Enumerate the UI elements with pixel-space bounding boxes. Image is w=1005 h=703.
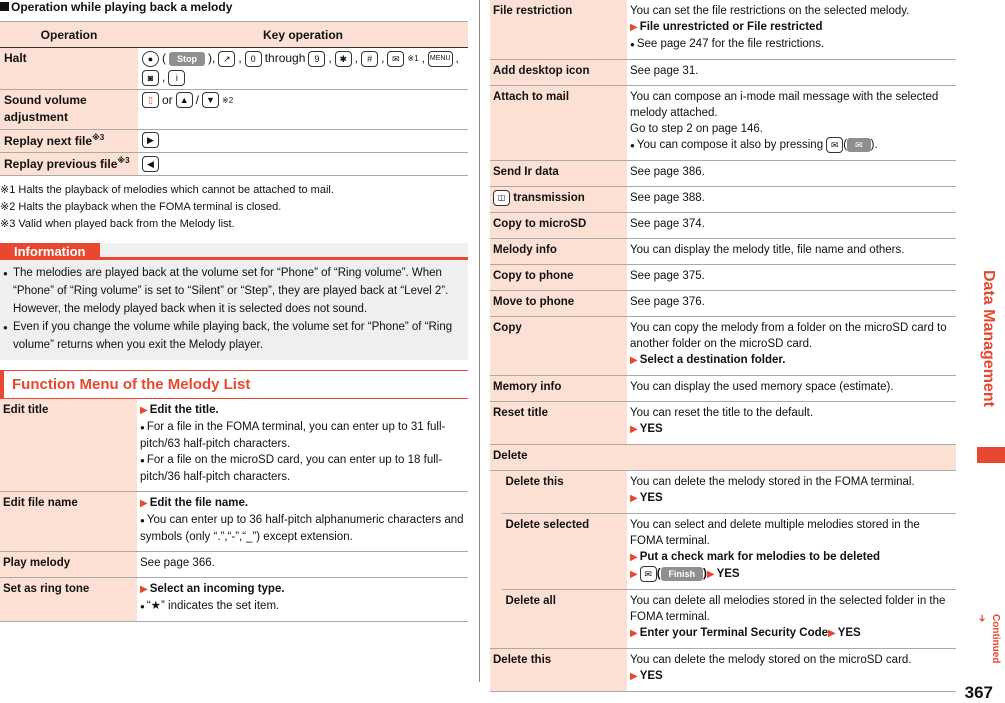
nav-left-key-icon: ◀ xyxy=(142,156,159,172)
table-row: Edit title ▶ Edit the title. ● For a file in the FOMA terminal, you can enter up to 31 full-pitch/63 half-pitch characters. ● For a file on the microSD card, you can enter up to 18 full-pitch/36 half-pitch characters. xyxy=(0,399,468,492)
submenu-item-delete-all: Delete all xyxy=(502,590,627,649)
arrow-icon: ▶ xyxy=(630,493,638,505)
arrow-icon: ▶ xyxy=(140,584,148,596)
footnote-1: ※1 Halts the playback of melodies which cannot be attached to mail. xyxy=(0,184,334,197)
right-column xyxy=(490,0,956,692)
arrow-icon: ▶ xyxy=(630,355,638,367)
chapter-tab xyxy=(977,447,1005,463)
nav-right-key-icon: ▶ xyxy=(142,132,159,148)
table-row: Delete this You can delete the melody stored on the microSD card. ▶ YES xyxy=(490,649,956,692)
footnote-3: ※3 Valid when played back from the Melody list. xyxy=(0,218,235,231)
op-replay-previous: Replay previous file$^{※3}$ xyxy=(0,152,138,175)
table-row xyxy=(0,152,468,175)
table-row xyxy=(0,129,468,152)
table-row: Delete this You can delete the melody stored in the FOMA terminal. ▶ YES xyxy=(490,471,956,514)
hash-key-icon: # xyxy=(361,51,378,67)
function-menu-table-left xyxy=(0,399,468,622)
operation-table xyxy=(0,21,468,176)
table-row xyxy=(0,48,468,90)
function-menu-table-right xyxy=(490,0,956,692)
op-sound-volume: Sound volume adjustment xyxy=(0,89,138,129)
arrow-icon: ▶ xyxy=(630,22,638,33)
op-halt: Halt xyxy=(0,48,138,90)
table-row xyxy=(490,445,956,471)
menu-item-edit-file-name: Edit file name xyxy=(0,492,137,552)
mail-key-icon: ✉ xyxy=(387,51,404,67)
menu-item-transmission: ◫ transmission xyxy=(490,187,627,213)
menu-item-delete: Delete xyxy=(490,445,956,471)
menu-item-delete-this-microsd: Delete this xyxy=(490,649,627,692)
menu-item-copy-to-phone: Copy to phone xyxy=(490,265,627,291)
table-row: Melody info You can display the melody title, file name and others. xyxy=(490,239,956,265)
chapter-title: Data Management xyxy=(980,270,997,407)
menu-item-send-ir-data: Send Ir data xyxy=(490,161,627,187)
menu-item-add-desktop-icon: Add desktop icon xyxy=(490,60,627,86)
camera-key-icon: ◙ xyxy=(142,70,159,86)
table-row: Copy to phone See page 375. xyxy=(490,265,956,291)
table-row: Copy You can copy the melody from a folder on the microSD card to another folder on the microSD card. ▶ Select a destination folder. xyxy=(490,317,956,376)
op-replay-next: Replay next file$^{※3}$ xyxy=(0,129,138,152)
table-row xyxy=(0,89,468,129)
side-key-icon: ▯ xyxy=(142,92,159,108)
menu-key-icon: MENU xyxy=(428,51,453,67)
submenu-item-delete-selected: Delete selected xyxy=(502,514,627,590)
footnote-2: ※2 Halts the playback when the FOMA terminal is closed. xyxy=(0,201,282,214)
keys-replay-next xyxy=(138,129,468,152)
information-title: Information xyxy=(0,243,100,260)
arrow-icon: ▶ xyxy=(630,671,638,683)
chapter-sidebar xyxy=(965,0,1005,699)
menu-item-melody-info: Melody info xyxy=(490,239,627,265)
footnotes xyxy=(0,182,468,233)
keys-sound-volume: ▯ or ▲ / ▼ ※2 xyxy=(138,89,468,129)
square-bullet-icon xyxy=(0,2,9,11)
table-row: Play melody See page 366. xyxy=(0,552,468,578)
arrow-icon: ▶ xyxy=(630,628,638,640)
table-row: File restriction You can set the file restrictions on the selected melody. ▶ File unrestricted or File restricted ● See page 247 for the file restrictions. xyxy=(490,0,956,60)
information-item: ● The melodies are played back at the volume set for “Phone” of “Ring volume”. When “Phone” of “Ring volume” is set to “Silent” or “Step”, they are played back at “Level 2”. However, the melody played back when it is selected does not sound. xyxy=(13,264,460,318)
menu-item-move-to-phone: Move to phone xyxy=(490,291,627,317)
table-row: Send Ir data See page 386. xyxy=(490,161,956,187)
arrow-icon: ▶ xyxy=(140,405,148,417)
table-row: Memory info You can display the used memory space (estimate). xyxy=(490,376,956,402)
table-header-row xyxy=(0,22,468,48)
power-key-icon: ● xyxy=(142,51,159,67)
table-row: ◫ transmission See page 388. xyxy=(490,187,956,213)
stop-softkey: Stop xyxy=(169,52,205,66)
menu-item-file-restriction: File restriction xyxy=(490,0,627,60)
zero-key-icon: 0 xyxy=(245,51,262,67)
function-menu-title: Function Menu of the Melody List xyxy=(0,370,468,399)
table-header-operation: Operation xyxy=(0,22,138,48)
page-number: 367 xyxy=(964,683,993,702)
arrow-icon: ▶ xyxy=(630,552,638,564)
submenu-item-delete-this: Delete this xyxy=(502,471,627,514)
up-key-icon: ▲ xyxy=(176,92,193,108)
mail-key-icon: ✉ xyxy=(640,566,657,582)
menu-item-memory-info: Memory info xyxy=(490,376,627,402)
table-row: Copy to microSD See page 374. xyxy=(490,213,956,239)
menu-item-copy: Copy xyxy=(490,317,627,376)
arrow-icon: ▶ xyxy=(630,569,638,581)
arrow-icon: ▶ xyxy=(706,569,715,581)
table-row: Add desktop icon See page 31. xyxy=(490,60,956,86)
table-row: Move to phone See page 376. xyxy=(490,291,956,317)
column-divider xyxy=(479,0,480,682)
keys-replay-previous xyxy=(138,152,468,175)
table-row: Delete all You can delete all melodies stored in the selected folder in the FOMA terminal. ▶ Enter your Terminal Security Code▶ YES xyxy=(490,590,956,649)
table-row: Delete selected You can select and delete multiple melodies stored in the FOMA terminal. ▶ Put a check mark for melodies to be deleted ▶ ✉ ( Finish )▶ YES xyxy=(490,514,956,590)
finish-softkey: Finish xyxy=(661,567,704,581)
information-item: ● Even if you change the volume while playing back, the volume set for “Phone” of “Ring volume” returns when you exit the Melody player. xyxy=(13,318,460,354)
menu-item-play-melody: Play melody xyxy=(0,552,137,578)
table-header-key-operation: Key operation xyxy=(138,22,468,48)
menu-item-copy-to-microsd: Copy to microSD xyxy=(490,213,627,239)
menu-item-edit-title: Edit title xyxy=(0,399,137,492)
nine-key-icon: 9 xyxy=(308,51,325,67)
mail-softkey-icon: ✉ xyxy=(847,138,871,152)
mail-key-icon: ✉ xyxy=(826,137,843,153)
left-column xyxy=(0,0,468,622)
table-row: Set as ring tone ▶ Select an incoming type. ● “★” indicates the set item. xyxy=(0,578,468,622)
down-key-icon: ▼ xyxy=(202,92,219,108)
arrow-icon: ▶ xyxy=(630,424,638,436)
asterisk-key-icon: ✱ xyxy=(335,51,352,67)
ichannel-key-icon: i xyxy=(168,70,185,86)
arrow-icon: ▶ xyxy=(828,628,836,640)
continued-label: Continued ➜ xyxy=(976,614,1001,664)
section-heading: Operation while playing back a melody xyxy=(0,0,468,14)
table-row: Attach to mail You can compose an i-mode mail message with the selected melody attached. Go to step 2 on page 146. ● You can compose it also by pressing ✉ ( ✉ ). xyxy=(490,86,956,161)
menu-item-reset-title: Reset title xyxy=(490,402,627,445)
menu-item-attach-to-mail: Attach to mail xyxy=(490,86,627,161)
information-box xyxy=(0,243,468,360)
keys-halt: ● ( Stop ), ↗ , 0 through 9 , ✱ , # , ✉ ※1 , MENU , ◙ , i xyxy=(138,48,468,90)
infrared-icon: ◫ xyxy=(493,190,510,206)
table-row: Reset title You can reset the title to the default. ▶ YES xyxy=(490,402,956,445)
table-row: Edit file name ▶ Edit the file name. ● You can enter up to 36 half-pitch alphanumeric characters and symbols (only “.”,“-”,“_”) except extension. xyxy=(0,492,468,552)
call-key-icon: ↗ xyxy=(218,51,235,67)
menu-item-set-as-ring-tone: Set as ring tone xyxy=(0,578,137,622)
arrow-icon: ▶ xyxy=(140,498,148,510)
